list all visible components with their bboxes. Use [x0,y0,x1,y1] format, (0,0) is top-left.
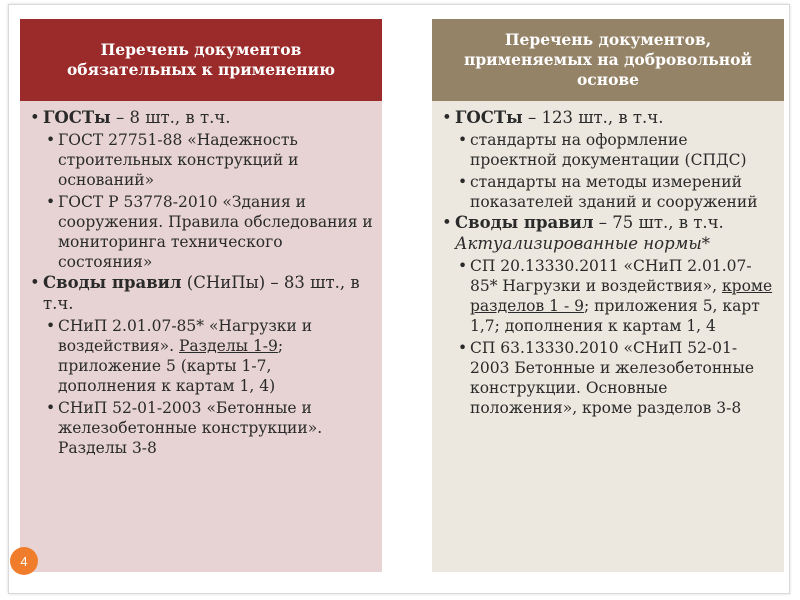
list-item: • стандарты на оформление проектной документации (СПДС) [442,130,776,170]
voluntary-body [432,101,784,418]
sp-text: СП 20.13330.2011 «СНиП 2.01.07-85* Нагрузки и воздействия», [470,257,752,295]
sp-label: Своды правил [43,273,182,292]
snip-text-rest: ; приложение 5 (карты 1-7, дополнения к картам 1, 4) [58,337,284,395]
list-item: • СП 63.13330.2010 «СНиП 52-01-2003 Бетонные и железобетонные конструкции. Основные положения», кроме разделов 3-8 [442,338,776,418]
updated-norms-note: Актуализированные нормы* [455,234,711,253]
sp-count: – 75 шт., в т.ч. [593,213,724,232]
sp-label: Своды правил [455,213,594,232]
mandatory-list [30,107,374,458]
gost-label: ГОСТы [455,108,523,127]
snip-sections-underlined: Разделы 1-9 [179,337,278,355]
sp-count: (СНиПы) – 83 шт., в т.ч. [43,273,360,313]
voluntary-list [442,107,776,418]
mandatory-header: Перечень документов обязательных к применению [20,19,382,101]
page-number-badge: 4 [10,547,38,575]
voluntary-header: Перечень документов, применяемых на добровольной основе [432,19,784,101]
list-item [442,107,776,128]
snip-text: СНиП 2.01.07-85* «Нагрузки и воздействия». [58,317,313,355]
list-item: • стандарты на методы измерений показателей зданий и сооружений [442,172,776,212]
voluntary-documents-column [432,19,784,572]
list-item [442,212,776,254]
list-item: • ГОСТ Р 53778-2010 «Здания и сооружения. Правила обследования и мониторинга технического состояния» [30,192,374,272]
list-item [442,256,776,336]
list-item [30,316,374,396]
sp-text-rest: ; приложения 5, карт 1,7; дополнения к картам 1, 4 [470,297,760,335]
mandatory-body [20,101,382,458]
gost-label: ГОСТы [43,108,111,127]
list-item: • СНиП 52-01-2003 «Бетонные и железобетонные конструкции». Разделы 3-8 [30,398,374,458]
list-item [30,107,374,128]
gost-count: – 8 шт., в т.ч. [110,108,231,127]
mandatory-documents-column [20,19,382,572]
list-item: • ГОСТ 27751-88 «Надежность строительных конструкций и оснований» [30,130,374,190]
sp-sections-underlined: кроме разделов 1 - 9 [470,277,773,315]
gost-count: – 123 шт., в т.ч. [522,108,664,127]
list-item [30,272,374,314]
